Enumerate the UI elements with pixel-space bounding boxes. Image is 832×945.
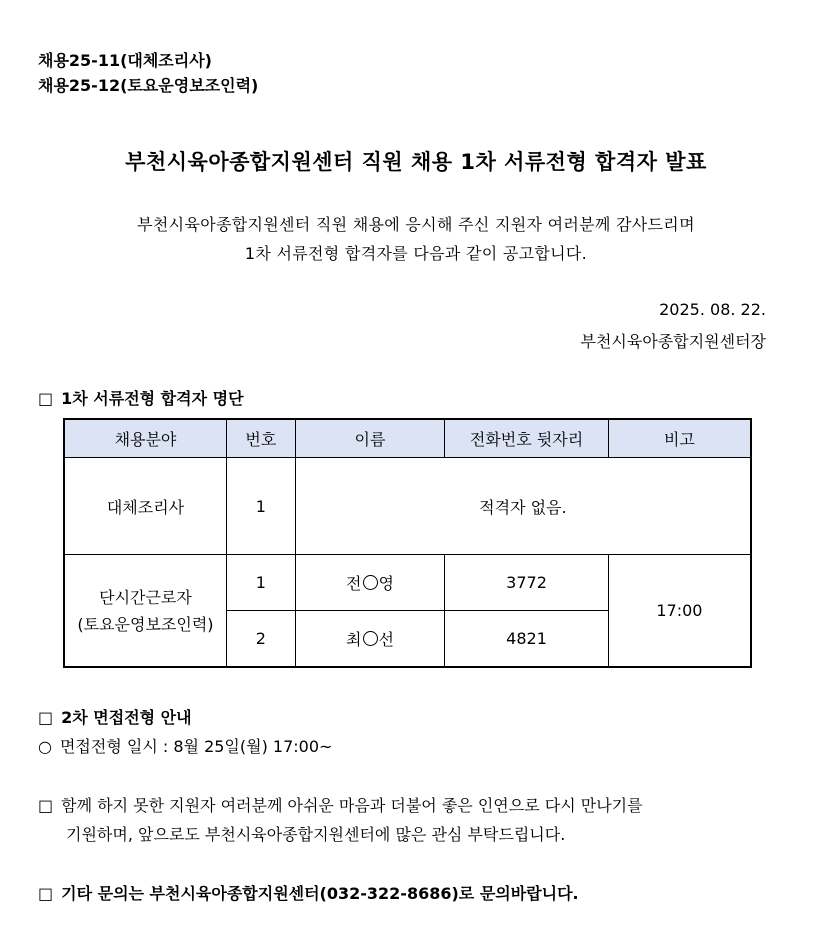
checkbox-square-icon: □ <box>38 708 54 727</box>
page-title: 부천시육아종합지원센터 직원 채용 1차 서류전형 합격자 발표 <box>125 150 707 174</box>
cell-name: 최 선 <box>295 611 445 667</box>
cell-name: 전 영 <box>295 555 445 611</box>
interview-detail: ○ 면접전형 일시 : 8월 25일(월) 17:00~ <box>38 737 333 756</box>
cell-phone: 3772 <box>445 555 609 611</box>
section-title: 1차 서류전형 합격자 명단 <box>61 389 244 408</box>
header-name: 이름 <box>295 419 445 458</box>
table-row <box>64 555 751 611</box>
cell-field: 대체조리사 <box>64 458 226 555</box>
table-header-row <box>64 419 751 458</box>
cell-number: 2 <box>226 611 295 667</box>
results-table <box>63 418 752 668</box>
cell-phone: 4821 <box>445 611 609 667</box>
header-note: 비고 <box>608 419 751 458</box>
checkbox-square-icon: □ <box>38 389 54 408</box>
cell-field <box>64 555 226 667</box>
masked-char-circle-icon <box>363 575 378 590</box>
checkbox-square-icon: □ <box>38 884 54 903</box>
field-line-1: 단시간근로자 <box>99 588 192 608</box>
header-field: 채용분야 <box>64 419 226 458</box>
recruit-code-2: 채용25-12(토요운영보조인력) <box>38 76 259 95</box>
field-line-2: (토요운영보조인력) <box>77 615 214 635</box>
announcement-date: 2025. 08. 22. <box>659 300 766 319</box>
section-passers-heading <box>38 386 244 409</box>
table-row <box>64 458 751 555</box>
closing-line-1: □ 함께 하지 못한 지원자 여러분께 아쉬운 마음과 더불어 좋은 인연으로 다시 만나기를 <box>38 796 643 815</box>
recruit-code-1: 채용25-11(대체조리사) <box>38 51 212 70</box>
section-title: 2차 면접전형 안내 <box>61 708 192 727</box>
cell-note: 17:00 <box>608 555 751 667</box>
masked-char-circle-icon <box>363 631 378 646</box>
circle-bullet-icon: ○ <box>38 737 52 756</box>
intro-line-2: 1차 서류전형 합격자를 다음과 같이 공고합니다. <box>244 244 588 263</box>
cell-no-passer: 적격자 없음. <box>295 458 751 555</box>
header-phone: 전화번호 뒷자리 <box>445 419 609 458</box>
section-interview-heading <box>38 705 192 728</box>
header-number: 번호 <box>226 419 295 458</box>
signature: 부천시육아종합지원센터장 <box>580 332 766 351</box>
cell-number: 1 <box>226 458 295 555</box>
intro-line-1: 부천시육아종합지원센터 직원 채용에 응시해 주신 지원자 여러분께 감사드리며 <box>137 215 695 234</box>
closing-line-2: 기원하며, 앞으로도 부천시육아종합지원센터에 많은 관심 부탁드립니다. <box>66 825 566 844</box>
checkbox-square-icon: □ <box>38 796 54 815</box>
cell-number: 1 <box>226 555 295 611</box>
contact-notice: □ 기타 문의는 부천시육아종합지원센터(032-322-8686)로 문의바랍니다. <box>38 884 579 903</box>
